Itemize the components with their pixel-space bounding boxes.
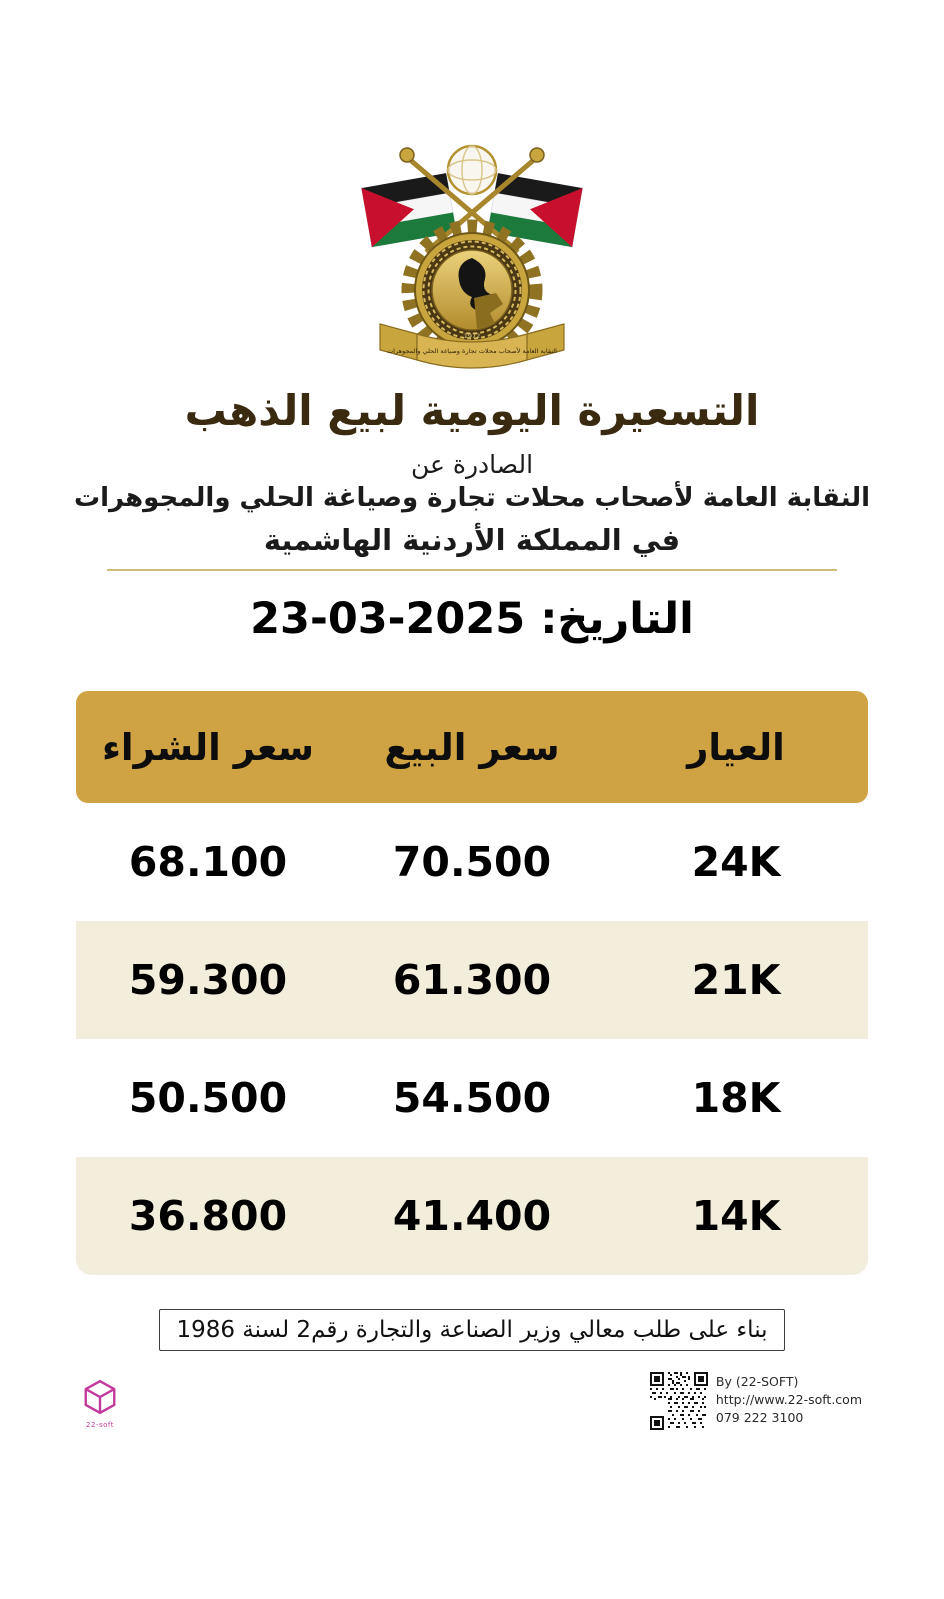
syndicate-logo	[322, 132, 622, 386]
date-label: التاريخ:	[540, 594, 694, 645]
org-name: النقابة العامة لأصحاب محلات تجارة وصياغة الحلي والمجوهرات	[73, 483, 871, 514]
credits-phone: 079 222 3100	[715, 1410, 804, 1426]
karat-value: 18K	[691, 1074, 781, 1123]
column-header-buy-price: سعر الشراء	[101, 725, 314, 769]
ribbon-text: النقابة العامة لأصحاب محلات تجارة وصياغة الحلي والمجوهرات	[387, 348, 543, 355]
soft-logo-caption: 22-soft	[86, 1421, 114, 1429]
buy-price: 36.800	[128, 1192, 288, 1241]
sell-price: 41.400	[392, 1192, 552, 1241]
price-table	[76, 691, 868, 1275]
soft-logo	[76, 1378, 124, 1429]
karat-value: 14K	[691, 1192, 781, 1241]
price-table-body	[76, 803, 868, 1275]
buy-price: 59.300	[128, 956, 288, 1005]
karat-value: 21K	[691, 956, 781, 1005]
date-line	[0, 593, 944, 647]
buy-price: 50.500	[128, 1074, 288, 1123]
price-table-header	[76, 691, 868, 803]
table-row-14k	[76, 1157, 868, 1275]
table-row-21k	[76, 921, 868, 1039]
globe-icon	[448, 146, 496, 194]
credits-text	[716, 1372, 862, 1427]
karat-value: 24K	[691, 838, 781, 887]
divider-line	[107, 569, 837, 571]
legal-note: بناء على طلب معالي وزير الصناعة والتجارة رقم2 لسنة 1986	[159, 1309, 784, 1351]
sell-price: 54.500	[392, 1074, 552, 1123]
sell-price: 61.300	[392, 956, 552, 1005]
date-value: 23-03-2025	[250, 594, 526, 645]
credits-url: http://www.22-soft.com	[715, 1392, 862, 1408]
credits-block	[650, 1372, 862, 1430]
country-line: في المملكة الأردنية الهاشمية	[263, 523, 681, 558]
credits-by: By (22-SOFT)	[715, 1374, 799, 1389]
syndicate-emblem	[322, 132, 622, 382]
legal-note-row	[0, 1309, 944, 1351]
sell-price: 70.500	[392, 838, 552, 887]
table-row-18k	[76, 1039, 868, 1157]
column-header-karat: العيار	[687, 725, 785, 769]
cube-logo-icon	[81, 1378, 119, 1416]
qr-code-icon	[650, 1372, 708, 1430]
page-title: التسعيرة اليومية لبيع الذهب	[184, 386, 760, 435]
table-row-24k	[76, 803, 868, 921]
buy-price: 68.100	[128, 838, 288, 887]
logo-est-year: 1972	[463, 332, 481, 340]
column-header-sell-price: سعر البيع	[384, 725, 560, 769]
issued-by-label: الصادرة عن	[410, 450, 534, 480]
